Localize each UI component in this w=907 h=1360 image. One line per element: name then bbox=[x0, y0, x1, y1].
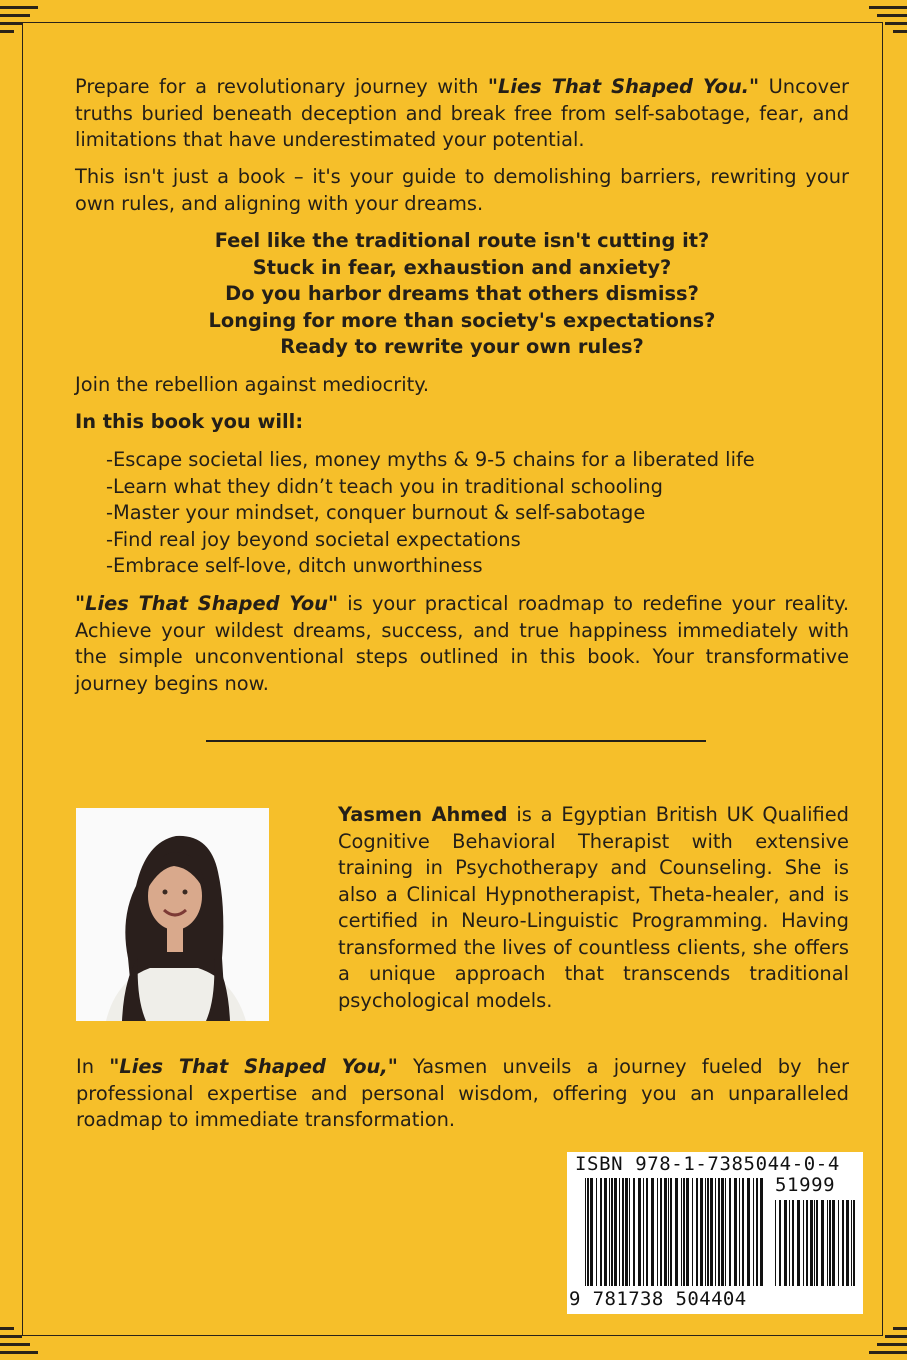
barcode-bar bbox=[742, 1178, 744, 1286]
closing-text-after: Yasmen unveils a journey fueled by her professional expertise and personal wisdom, offering you an unparalleled roadmap to immediate transformation. bbox=[76, 1055, 849, 1131]
barcode-bar bbox=[747, 1178, 750, 1286]
barcode-bar bbox=[596, 1178, 597, 1286]
barcode-bar bbox=[587, 1178, 589, 1286]
question-list bbox=[75, 228, 849, 361]
barcode-bar bbox=[696, 1178, 698, 1286]
barcode-bar bbox=[668, 1178, 669, 1286]
barcode-bar bbox=[707, 1178, 709, 1286]
barcode-bar bbox=[729, 1178, 731, 1286]
barcode-bar bbox=[585, 1178, 586, 1286]
barcode-bar bbox=[789, 1200, 790, 1286]
intro-text-after: Uncover truths buried beneath deception and break free from self-sabotage, fear, and limitations that have underestimated your potential. bbox=[75, 75, 849, 151]
corner-ornament-bottom-left bbox=[0, 1322, 38, 1360]
barcode-bar bbox=[619, 1178, 620, 1286]
author-portrait-illustration bbox=[76, 808, 269, 1021]
rebellion-line: Join the rebellion against mediocrity. bbox=[75, 373, 430, 396]
guide-paragraph: This isn't just a book – it's your guide to demolishing barriers, rewriting your own rules, and aligning with your dreams. bbox=[75, 165, 849, 215]
barcode-bar bbox=[622, 1178, 624, 1286]
barcode-bar bbox=[846, 1200, 849, 1286]
barcode-bar bbox=[643, 1178, 644, 1286]
question-item: Do you harbor dreams that others dismiss? bbox=[225, 282, 699, 305]
roadmap-book-title: "Lies That Shaped You" bbox=[75, 592, 339, 615]
roadmap-paragraph bbox=[75, 591, 849, 697]
barcode-bar bbox=[700, 1178, 703, 1286]
barcode-bar bbox=[675, 1178, 678, 1286]
barcode-bar bbox=[734, 1178, 737, 1286]
author-bio-text: is a Egyptian British UK Qualified Cognitive Behavioral Therapist with extensive training in Psychotherapy and Counseling. She is also a Clinical Hypnotherapist, Theta-healer, and is certified in Neuro-Linguistic Programming. Having transformed the lives of countless clients, she offers a unique approach that transcends traditional psychological models. bbox=[338, 803, 849, 1012]
barcode-bar bbox=[718, 1178, 720, 1286]
barcode-bar bbox=[827, 1200, 828, 1286]
intro-book-title: "Lies That Shaped You." bbox=[487, 75, 760, 98]
barcode-bar bbox=[775, 1200, 776, 1286]
barcode-bar bbox=[657, 1178, 658, 1286]
isbn-barcode bbox=[567, 1152, 863, 1314]
barcode-bar bbox=[629, 1178, 630, 1286]
barcode-bar bbox=[829, 1200, 831, 1286]
barcode-bar bbox=[797, 1200, 800, 1286]
barcode-bar bbox=[739, 1178, 740, 1286]
list-heading: In this book you will: bbox=[75, 410, 304, 433]
barcode-bar bbox=[664, 1178, 667, 1286]
barcode-bar bbox=[646, 1178, 648, 1286]
barcode-bar bbox=[792, 1200, 794, 1286]
barcode-digits: 9 781738 504404 bbox=[569, 1288, 747, 1310]
barcode-bar bbox=[725, 1178, 726, 1286]
intro-paragraph bbox=[75, 74, 849, 154]
barcode-bar bbox=[715, 1178, 716, 1286]
barcode-bar bbox=[609, 1178, 610, 1286]
list-item: -Embrace self-love, ditch unworthiness bbox=[106, 554, 483, 577]
author-name: Yasmen Ahmed bbox=[338, 803, 508, 826]
list-item: -Find real joy beyond societal expectations bbox=[106, 527, 521, 551]
barcode-bar bbox=[756, 1178, 758, 1286]
author-bio bbox=[338, 802, 849, 1014]
barcode-bar bbox=[721, 1178, 724, 1286]
isbn-number: ISBN 978-1-7385044-0-4 bbox=[575, 1153, 840, 1175]
question-item: Ready to rewrite your own rules? bbox=[280, 335, 644, 358]
corner-ornament-top-right bbox=[869, 0, 907, 38]
intro-text-before: Prepare for a revolutionary journey with bbox=[75, 75, 488, 98]
section-divider bbox=[206, 740, 706, 742]
barcode-bar bbox=[851, 1200, 852, 1286]
list-item: -Master your mindset, conquer burnout & self-sabotage bbox=[106, 501, 646, 524]
barcode-bar bbox=[853, 1200, 855, 1286]
closing-text-before: In bbox=[76, 1055, 110, 1078]
barcode-bar bbox=[625, 1178, 628, 1286]
barcode-bar bbox=[838, 1200, 839, 1286]
price-barcode-bars bbox=[775, 1200, 857, 1286]
barcode-bar bbox=[760, 1178, 763, 1286]
corner-ornament-top-left bbox=[0, 0, 38, 38]
barcode-bar bbox=[692, 1178, 693, 1286]
author-photo bbox=[76, 808, 269, 1021]
barcode-bar bbox=[660, 1178, 662, 1286]
barcode-bar bbox=[842, 1200, 844, 1286]
barcode-bar bbox=[803, 1200, 804, 1286]
barcode-bar bbox=[753, 1178, 754, 1286]
barcode-bar bbox=[590, 1178, 593, 1286]
price-code: 51999 bbox=[775, 1174, 836, 1196]
question-item: Longing for more than society's expectations? bbox=[208, 308, 716, 332]
closing-book-title: "Lies That Shaped You," bbox=[109, 1055, 398, 1078]
corner-ornament-bottom-right bbox=[869, 1322, 907, 1360]
barcode-bar bbox=[816, 1200, 818, 1286]
barcode-bar bbox=[604, 1178, 607, 1286]
barcode-bar bbox=[683, 1178, 685, 1286]
barcode-bar bbox=[710, 1178, 713, 1286]
barcode-bar bbox=[651, 1178, 654, 1286]
barcode-bar bbox=[686, 1178, 689, 1286]
barcode-bar bbox=[600, 1178, 602, 1286]
barcode-bar bbox=[810, 1200, 813, 1286]
barcode-bar bbox=[614, 1178, 617, 1286]
barcode-bar bbox=[705, 1178, 706, 1286]
question-item: Stuck in fear, exhaustion and anxiety? bbox=[252, 255, 672, 279]
closing-paragraph bbox=[76, 1054, 849, 1134]
barcode-bar bbox=[814, 1200, 815, 1286]
roadmap-text: is your practical roadmap to redefine your reality. Achieve your wildest dreams, success, and true happiness immediately with the simple unconventional steps outlined in this book. Your transformative journey begins now. bbox=[75, 592, 849, 695]
ean-barcode-bars bbox=[585, 1178, 767, 1286]
barcode-bar bbox=[821, 1200, 824, 1286]
barcode-bar bbox=[681, 1178, 682, 1286]
barcode-bar bbox=[806, 1200, 808, 1286]
benefit-list bbox=[106, 447, 755, 580]
barcode-bar bbox=[633, 1178, 635, 1286]
list-item: -Learn what they didn’t teach you in traditional schooling bbox=[106, 474, 663, 498]
list-item: -Escape societal lies, money myths & 9-5 chains for a liberated life bbox=[106, 448, 755, 471]
barcode-bar bbox=[670, 1178, 672, 1286]
barcode-bar bbox=[784, 1200, 787, 1286]
question-item: Feel like the traditional route isn't cutting it? bbox=[214, 229, 710, 252]
barcode-bar bbox=[611, 1178, 613, 1286]
barcode-bar bbox=[779, 1200, 781, 1286]
barcode-bar bbox=[832, 1200, 835, 1286]
barcode-bar bbox=[638, 1178, 641, 1286]
